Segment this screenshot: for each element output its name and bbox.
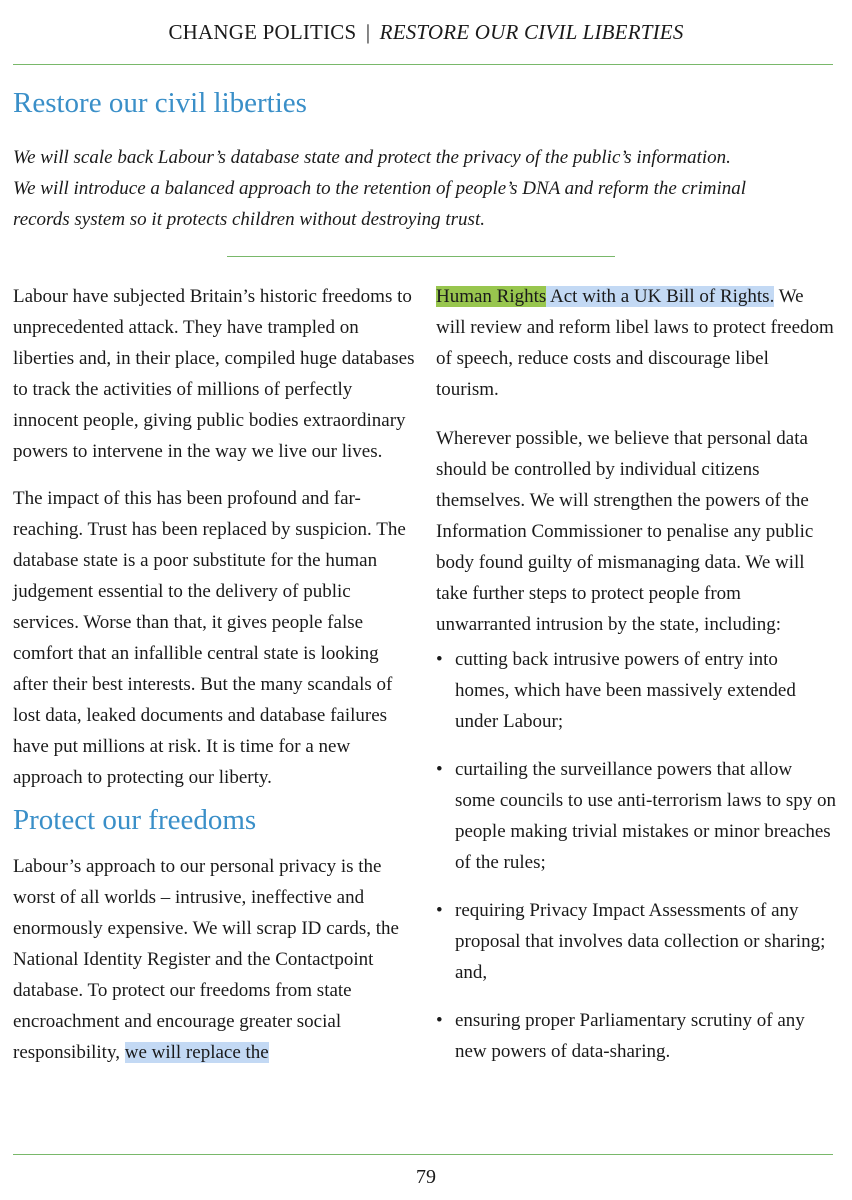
section-divider xyxy=(227,256,615,257)
page-title: Restore our civil liberties xyxy=(13,87,307,119)
page-number: 79 xyxy=(416,1166,436,1188)
left-column xyxy=(13,281,416,1068)
intro-line-3: records system so it protects children without destroying trust. xyxy=(13,209,485,230)
privacy-text: Labour’s approach to our personal privacy is the worst of all worlds – intrusive, ineffective and enormously expensive. We will scrap ID cards, the National Identity Register and the Contactpoint database. To protect our freedoms from state encroachment and encourage greater social responsibility, xyxy=(13,856,399,1063)
bullet-icon: • xyxy=(436,759,443,780)
running-header xyxy=(0,20,852,45)
list-item xyxy=(436,644,836,737)
list-item-text: requiring Privacy Impact Assessments of any proposal that involves data collection or sharing; and, xyxy=(455,900,826,983)
list-item xyxy=(436,754,836,878)
list-item-text: curtailing the surveillance powers that allow some councils to use anti-terrorism laws to spy on people making trivial mistakes or minor breaches of the rules; xyxy=(455,759,836,873)
right-column xyxy=(436,281,836,1084)
bullet-list xyxy=(436,644,836,1067)
footer-rule xyxy=(13,1154,833,1155)
list-item xyxy=(436,1005,836,1067)
bullet-icon: • xyxy=(436,649,443,670)
paragraph-bill-of-rights xyxy=(436,281,836,405)
paragraph-personal-data: Wherever possible, we believe that personal data should be controlled by individual citizens themselves. We will strengthen the powers of the Information Commissioner to penalise any public body found guilty of mismanaging data. We will take further steps to protect people from unwarranted intrusion by the state, including: xyxy=(436,428,814,635)
list-item xyxy=(436,895,836,988)
highlighted-text-green: Human Rights xyxy=(436,286,547,307)
header-rule xyxy=(13,64,833,65)
intro-line-1: We will scale back Labour’s database state and protect the privacy of the public’s information. xyxy=(13,147,731,168)
subheading-protect-freedoms: Protect our freedoms xyxy=(13,804,257,836)
paragraph-historic-freedoms: Labour have subjected Britain’s historic freedoms to unprecedented attack. They have trampled on liberties and, in their place, compiled huge databases to track the activities of millions of perfectly innocent people, giving public bodies extraordinary powers to intervene in the way we live our lives. xyxy=(13,286,415,462)
list-item-text: cutting back intrusive powers of entry into homes, which have been massively extended under Labour; xyxy=(455,649,796,732)
intro-line-2: We will introduce a balanced approach to the retention of people’s DNA and reform the criminal xyxy=(13,178,747,199)
list-item-text: ensuring proper Parliamentary scrutiny of any new powers of data-sharing. xyxy=(455,1010,805,1062)
intro-summary xyxy=(13,142,833,235)
highlighted-text-selection: we will replace the xyxy=(124,1042,269,1063)
bullet-icon: • xyxy=(436,900,443,921)
paragraph-impact: The impact of this has been profound and far-reaching. Trust has been replaced by suspicion. The database state is a poor substitute for the human judgement essential to the delivery of public services. Worse than that, it gives people false comfort that an infallible central state is looking after their best interests. But the many scandals of lost data, leaked documents and database failures have put millions at risk. It is time for a new approach to protecting our liberty. xyxy=(13,488,406,788)
highlighted-text-blue: Act with a UK Bill of Rights. xyxy=(546,286,775,307)
header-section: CHANGE POLITICS xyxy=(168,20,357,44)
libel-text: We will review and reform libel laws to protect freedom of speech, reduce costs and discourage libel tourism. xyxy=(436,286,834,400)
paragraph-personal-privacy xyxy=(13,851,416,1068)
bullet-icon: • xyxy=(436,1010,443,1031)
header-chapter: RESTORE OUR CIVIL LIBERTIES xyxy=(379,20,684,44)
header-separator: | xyxy=(365,20,371,44)
